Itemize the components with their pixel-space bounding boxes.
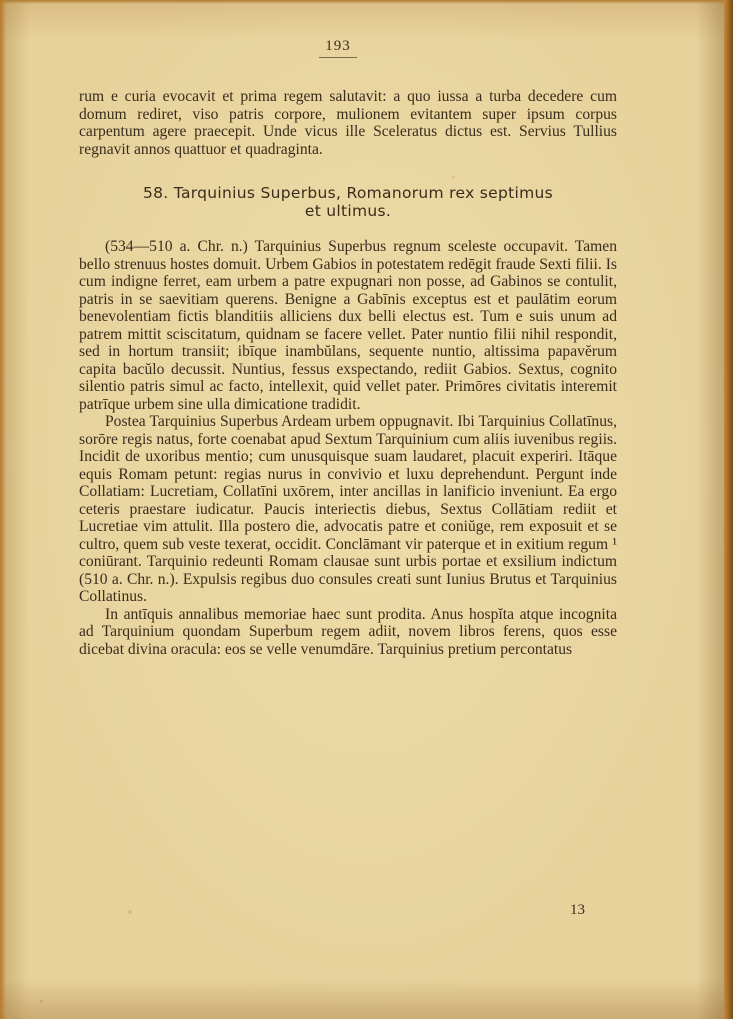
chapter-title-line-2: et ultimus. (304, 201, 392, 220)
page-number-text: 193 (319, 38, 357, 58)
body-paragraph-3: In antīquis annalibus memoriae haec sunt prodita. Anus hospĭta atque incognita ad Tarquinium quondam Superbum regem adiit, novem libros ferens, quos esse dicebat divina oracula: eos se velle venumdāre. Tarquinius pretium percontatus (79, 605, 617, 658)
text-column (79, 38, 617, 658)
page-number (79, 38, 617, 58)
page-right-edge (724, 0, 733, 1019)
body-paragraph-2: Postea Tarquinius Superbus Ardeam urbem oppugnavit. Ibi Tarquinius Collatīnus, sorōre regis natus, forte coenabat apud Sextum Tarquinium cum aliis iuvenibus regiis. Incidit de uxoribus mentio; cum unusquisque suam laudaret, placuit experiri. Itāque equis Romam petunt: regias nurus in convivio et luxu deprehendunt. Pergunt inde Collatiam: Lucretiam, Collatīni uxōrem, inter ancillas in lanificio inveniunt. Ea ergo ceteris praestare iudicatur. Paucis interiectis diebus, Sextus Collātiam rediit et Lucretiae vim attulit. Illa postero die, advocatis patre et coniŭge, rem exposuit et se cultro, quem sub veste texerat, occidit. Conclāmant vir paterque et in exitium regum ¹ coniūrant. Tarquinio redeunti Romam clausae sunt urbis portae et exsilium indictum (510 a. Chr. n.). Expulsis regibus duo consules creati sunt Iunius Brutus et Tarquinius Collatinus. (79, 413, 617, 605)
chapter-title-line-1: 58. Tarquinius Superbus, Romanorum rex septimus (142, 184, 553, 202)
page-left-edge (0, 0, 6, 1019)
body-paragraph-1: (534—510 a. Chr. n.) Tarquinius Superbus regnum sceleste occupavit. Tamen bello strenuus hostes domuit. Urbem Gabios in potestatem redēgit fraude Sexti filii. Is cum indigne ferret, eam urbem a patre expugnari non posse, ad Gabinos se contulit, patris in se saevitiam querens. Benigne a Gabīnis exceptus est et paulātim eorum benevolentiam fictis blanditiis alliciens dux belli electus est. Tum e suis unum ad patrem mittit sciscitatum, quidnam se facere vellet. Pater nuntio filii nihil respondit, sed in hortum transiit; ibīque inambŭlans, sequente nuntio, altissima papavĕrum capita bacŭlo decussit. Nuntius, fessus exspectando, rediit Gabios. Sextus, cognito silentio patris simul ac facto, intellexit, quid vellet pater. Primōres civitatis interemit patrīque urbem sine ulla dimicatione tradidit. (79, 238, 617, 413)
signature-mark: 13 (570, 902, 585, 918)
paper-stain (128, 910, 132, 914)
opening-paragraph: rum e curia evocavit et prima regem salutavit: a quo iussa a turba decedere cum domum rediret, viso patris corpore, mulionem evitantem super ipsum corpus carpentum agere praecepit. Unde vicus ille Sceleratus dictus est. Servius Tullius regnavit annos quattuor et quadraginta. (79, 88, 617, 158)
chapter-heading (79, 185, 617, 220)
paper-stain (40, 1000, 43, 1003)
page-top-edge (0, 0, 733, 4)
